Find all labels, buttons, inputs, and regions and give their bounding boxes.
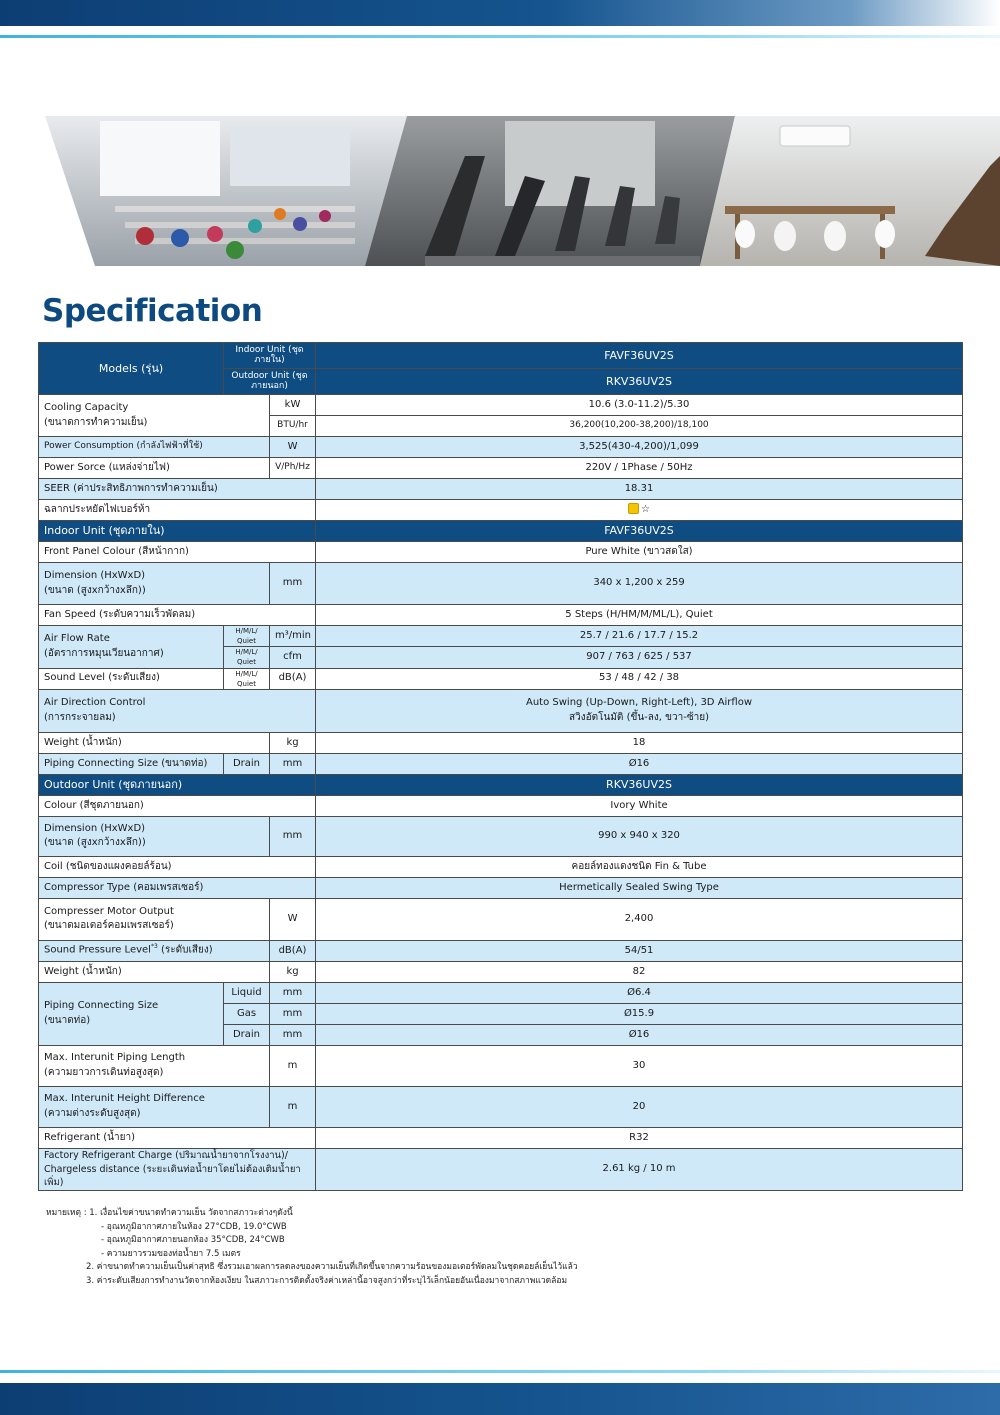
outdoor-model: RKV36UV2S (316, 369, 963, 395)
label-cell-th: (ขนาด (สูงxกว้างxลึก)) (44, 837, 146, 849)
unit-cell: W (270, 898, 316, 940)
sub-label-cell: Liquid (224, 982, 270, 1003)
cooling-capacity-label: Cooling Capacity (44, 402, 129, 413)
unit-cell: V/Ph/Hz (270, 458, 316, 479)
section-header-indoor (39, 521, 963, 542)
gym-photo (365, 116, 735, 266)
label-cell-th: (ระดับเสียง) (157, 944, 213, 956)
unit-cell: cfm (270, 647, 316, 668)
note-1c: - ความยาวรวมของท่อน้ำยา 7.5 เมตร (101, 1248, 241, 1259)
value-cell: 54/51 (316, 940, 963, 961)
unit-cell: mm (270, 753, 316, 774)
table-row (39, 689, 963, 732)
unit-cell: BTU/hr (270, 416, 316, 437)
energy-label-icon (628, 503, 639, 514)
label-cell: SEER (ค่าประสิทธิภาพการทำความเย็น) (39, 479, 316, 500)
value-cell: คอยล์ทองแดงชนิด Fin & Tube (316, 856, 963, 877)
value-cell: 2.61 kg / 10 m (316, 1148, 963, 1190)
unit-cell: mm (270, 1024, 316, 1045)
value-cell: 907 / 763 / 625 / 537 (316, 647, 963, 668)
unit-cell: mm (270, 563, 316, 605)
value-cell: 82 (316, 961, 963, 982)
table-row (39, 479, 963, 500)
table-row (39, 816, 963, 856)
note-2: 2. ค่าขนาดทำความเย็นเป็นค่าสุทธิ ซึ่งรวมเอาผลการลดลงของความเย็นที่เกิดขึ้นจากความร้อนของมอเตอร์พัดลมในชุดคอยล์เย็นไว้แล้ว (86, 1262, 578, 1272)
section-header-outdoor (39, 774, 963, 795)
label-cell: Sound Pressure Level (44, 944, 151, 956)
table-row (39, 542, 963, 563)
sub-label-cell: Drain (224, 1024, 270, 1045)
notes-prefix: หมายเหตุ : (46, 1208, 87, 1218)
section-label: Outdoor Unit (ชุดภายนอก) (39, 774, 316, 795)
label-cell: Max. Interunit Height Difference (44, 1093, 205, 1105)
footnotes (46, 1207, 976, 1288)
unit-cell: m (270, 1045, 316, 1086)
table-row (39, 500, 963, 521)
unit-cell: mm (270, 1003, 316, 1024)
value-cell-th: สวิงอัตโนมัติ (ขึ้น-ลง, ขวา-ซ้าย) (569, 711, 709, 723)
unit-cell: kg (270, 961, 316, 982)
sub-label-cell: Drain (224, 753, 270, 774)
table-row (39, 1148, 963, 1190)
label-cell: Fan Speed (ระดับความเร็วพัดลม) (39, 605, 316, 626)
outdoor-unit-label: Outdoor Unit (ชุดภายนอก) (224, 369, 316, 395)
dining-room-photo (700, 116, 1000, 266)
label-cell: Weight (น้ำหนัก) (39, 961, 270, 982)
label-cell: Weight (น้ำหนัก) (39, 732, 270, 753)
note-3: 3. ค่าระดับเสียงการทำงานวัดจากห้องเงียบ ในสภาวะการติดตั้งจริงค่าเหล่านี้อาจสูงกว่าที่ระบุไว้เล็กน้อยอันเนื่องมาจากสภาพแวดล้อม (86, 1275, 568, 1286)
value-cell: Ivory White (316, 795, 963, 816)
label-cell: Piping Connecting Size (ขนาดท่อ) (39, 753, 224, 774)
value-cell: 30 (316, 1045, 963, 1086)
unit-cell: mm (270, 816, 316, 856)
models-label: Models (รุ่น) (39, 343, 224, 395)
indoor-unit-label: Indoor Unit (ชุดภายใน) (224, 343, 316, 369)
label-cell: ฉลากประหยัดไฟเบอร์ห้า (39, 500, 316, 521)
value-cell: Ø15.9 (316, 1003, 963, 1024)
table-row (39, 1127, 963, 1148)
label-cell: Factory Refrigerant Charge (ปริมาณน้ำยาจากโรงงาน)/ (44, 1149, 288, 1161)
table-row (39, 1045, 963, 1086)
unit-cell: dB(A) (270, 668, 316, 689)
value-cell: Ø16 (316, 1024, 963, 1045)
label-cell: Power Consumption (กำลังไฟฟ้าที่ใช้) (39, 437, 270, 458)
unit-cell: m³/min (270, 626, 316, 647)
table-row (39, 898, 963, 940)
value-cell: Pure White (ขาวสดใส) (316, 542, 963, 563)
note-1b: - อุณหภูมิอากาศภายนอกห้อง 35°CDB, 24°CWB (101, 1235, 285, 1245)
label-cell: Dimension (HxWxD) (44, 822, 146, 834)
value-cell: 18.31 (316, 479, 963, 500)
mode-cell: H/M/L/ Quiet (224, 668, 270, 689)
label-cell: Compresser Motor Output (44, 905, 174, 917)
value-cell: 25.7 / 21.6 / 17.7 / 15.2 (316, 626, 963, 647)
unit-cell: W (270, 437, 316, 458)
note-1a: - อุณหภูมิอากาศภายในห้อง 27°CDB, 19.0°CWB (101, 1221, 287, 1232)
value-cell: Ø16 (316, 753, 963, 774)
label-cell-th: (ความยาวการเดินท่อสูงสุด) (44, 1066, 164, 1078)
value-cell: R32 (316, 1127, 963, 1148)
label-cell: Refrigerant (น้ำยา) (39, 1127, 316, 1148)
value-cell: Ø6.4 (316, 982, 963, 1003)
note-1: 1. เงื่อนไขค่าขนาดทำความเย็น วัดจากสภาวะต่างๆดังนี้ (89, 1208, 293, 1218)
specification-table (38, 342, 963, 1191)
table-row (39, 395, 963, 416)
label-cell: Colour (สีชุดภายนอก) (39, 795, 316, 816)
label-cell: Front Panel Colour (สีหน้ากาก) (39, 542, 316, 563)
table-row (39, 795, 963, 816)
table-row (39, 458, 963, 479)
value-cell: 53 / 48 / 42 / 38 (316, 668, 963, 689)
value-cell: 5 Steps (H/HM/M/ML/L), Quiet (316, 605, 963, 626)
footnote-mark: *3 (150, 943, 158, 951)
label-cell: Piping Connecting Size (44, 1000, 159, 1012)
label-cell: Air Flow Rate (44, 633, 110, 645)
label-cell-th: (การกระจายลม) (44, 711, 116, 723)
value-cell: 2,400 (316, 898, 963, 940)
label-cell: Coil (ชนิดของแผงคอยล์ร้อน) (39, 856, 316, 877)
top-banner-bar (0, 0, 1000, 26)
label-cell: Compressor Type (คอมเพรสเซอร์) (39, 877, 316, 898)
label-cell-th: (ขนาดท่อ) (44, 1014, 91, 1026)
value-cell: Hermetically Sealed Swing Type (316, 877, 963, 898)
cooling-capacity-label-th: (ขนาดการทำความเย็น) (44, 416, 148, 428)
unit-cell: dB(A) (270, 940, 316, 961)
table-row (39, 437, 963, 458)
table-row (39, 877, 963, 898)
table-row (39, 668, 963, 689)
hero-photo-strip (45, 116, 1000, 266)
label-cell: Air Direction Control (44, 697, 146, 709)
table-row (39, 563, 963, 605)
section-model: FAVF36UV2S (316, 521, 963, 542)
value-cell: 3,525(430-4,200)/1,099 (316, 437, 963, 458)
value-cell: 340 x 1,200 x 259 (316, 563, 963, 605)
table-row (39, 626, 963, 647)
value-cell: Auto Swing (Up-Down, Right-Left), 3D Airflow (526, 697, 753, 709)
unit-cell: m (270, 1086, 316, 1127)
label-cell: Max. Interunit Piping Length (44, 1052, 186, 1064)
indoor-model: FAVF36UV2S (316, 343, 963, 369)
value-cell: 20 (316, 1086, 963, 1127)
table-row (39, 982, 963, 1003)
unit-cell: mm (270, 982, 316, 1003)
top-accent-line (0, 35, 1000, 38)
bottom-accent-line (0, 1370, 1000, 1373)
table-row (39, 753, 963, 774)
section-model: RKV36UV2S (316, 774, 963, 795)
table-row (39, 732, 963, 753)
label-cell-th: (ความต่างระดับสูงสุด) (44, 1107, 141, 1119)
table-row (39, 856, 963, 877)
table-row (39, 605, 963, 626)
classroom-photo (45, 116, 407, 266)
star-icon: ☆ (641, 503, 650, 515)
page-title: Specification (42, 293, 263, 329)
label-cell-th: (อัตราการหมุนเวียนอากาศ) (44, 647, 164, 659)
value-cell: 990 x 940 x 320 (316, 816, 963, 856)
value-cell: 220V / 1Phase / 50Hz (316, 458, 963, 479)
label-cell: Sound Level (ระดับเสียง) (39, 668, 224, 689)
value-cell: 18 (316, 732, 963, 753)
header-row-indoor (39, 343, 963, 369)
label-cell-th: (ขนาดมอเตอร์คอมเพรสเซอร์) (44, 920, 174, 932)
unit-cell: kW (270, 395, 316, 416)
table-row (39, 961, 963, 982)
section-label: Indoor Unit (ชุดภายใน) (39, 521, 316, 542)
bottom-banner-bar (0, 1383, 1000, 1415)
value-cell: 36,200(10,200-38,200)/18,100 (316, 416, 963, 437)
sub-label-cell: Gas (224, 1003, 270, 1024)
mode-cell: H/M/L/ Quiet (224, 647, 270, 668)
value-cell: 10.6 (3.0-11.2)/5.30 (316, 395, 963, 416)
label-cell-th: Chargeless distance (ระยะเดินท่อน้ำยาโดยไม่ต้องเติมน้ำยาเพิ่ม) (44, 1163, 301, 1189)
table-row (39, 940, 963, 961)
table-row (39, 1086, 963, 1127)
label-cell: Dimension (HxWxD) (44, 570, 146, 581)
label-cell-th: (ขนาด (สูงxกว้างxลึก)) (44, 584, 146, 596)
unit-cell: kg (270, 732, 316, 753)
label-cell: Power Sorce (แหล่งจ่ายไฟ) (39, 458, 270, 479)
mode-cell: H/M/L/ Quiet (224, 626, 270, 647)
